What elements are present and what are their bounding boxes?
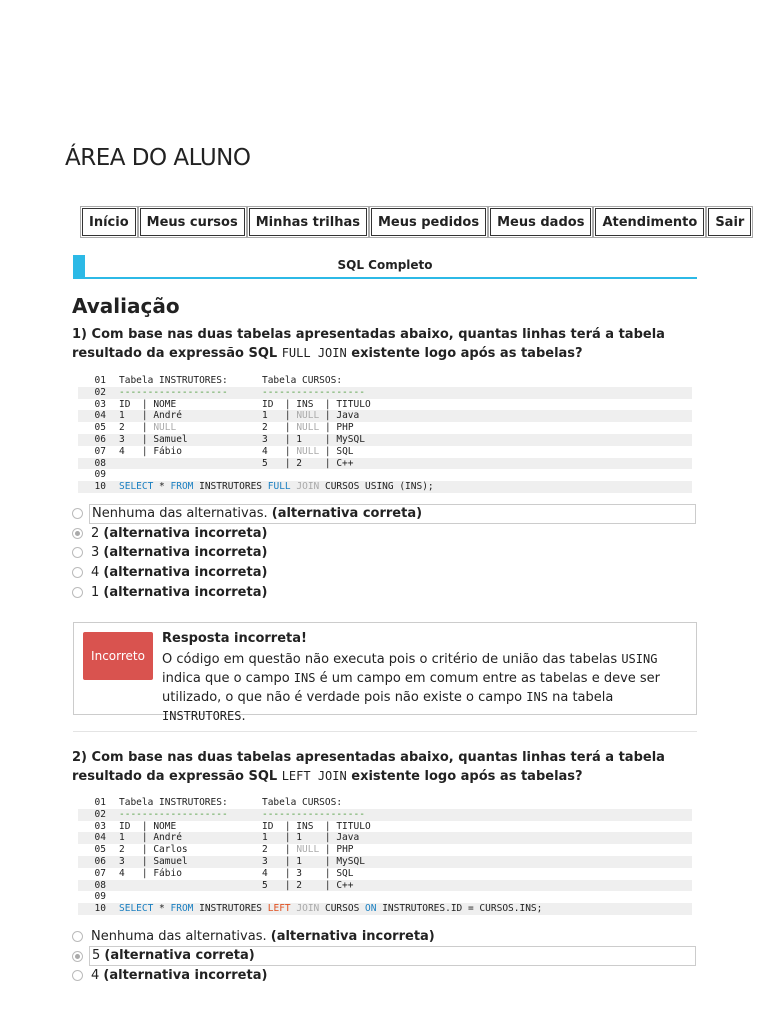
radio-icon[interactable]	[72, 547, 83, 558]
nav-meus-cursos-button[interactable]: Meus cursos	[140, 208, 245, 236]
question-2-options	[72, 927, 698, 986]
course-header	[73, 255, 697, 279]
nav-inicio-button[interactable]: Início	[82, 208, 136, 236]
radio-icon[interactable]	[72, 931, 83, 942]
section-title: Avaliação	[72, 294, 180, 318]
question-2-code-block: 01 Tabela INSTRUTORES: Tabela CURSOS: 02 ------------------- ------------------ 03 ID | NOME ID | INS | TITULO 04 1 | André 1 | 1 | Java 05 2 | Carlos 2 | NULL | PHP 06 3 | Samuel 3 | 1 | MySQL 07 4 | Fábio 4 | 3 | SQL 08 5 | 2 | C++ 09 10 SELECT * FROM INSTRUTORES LEFT JOIN CURSOS ON INSTRUTORES.ID = CURSOS.INS;	[78, 797, 692, 915]
page-title: ÁREA DO ALUNO	[65, 145, 251, 171]
nav-meus-pedidos-button[interactable]: Meus pedidos	[371, 208, 486, 236]
q2-option-2[interactable]: 5 (alternativa correta)	[72, 947, 698, 967]
q1-option-3[interactable]: 3 (alternativa incorreta)	[72, 543, 698, 563]
radio-checked-icon[interactable]	[72, 951, 83, 962]
radio-icon[interactable]	[72, 567, 83, 578]
question-2-text: 2) Com base nas duas tabelas apresentadas abaixo, quantas linhas terá a tabela resultado da expressão SQL LEFT JOIN existente logo após as tabelas?	[72, 750, 665, 784]
radio-icon[interactable]	[72, 508, 83, 519]
question-1-code-block: 01 Tabela INSTRUTORES: Tabela CURSOS: 02 ------------------- ------------------ 03 ID | NOME ID | INS | TITULO 04 1 | André 1 | NULL | Java 05 2 | NULL 2 | NULL | PHP 06 3 | Samuel 3 | 1 | MySQL 07 4 | Fábio 4 | NULL | SQL 08 5 | 2 | C++ 09 10 SELECT * FROM INSTRUTORES FULL JOIN CURSOS USING (INS);	[78, 375, 692, 493]
radio-icon[interactable]	[72, 970, 83, 981]
q1-option-5[interactable]: 1 (alternativa incorreta)	[72, 582, 698, 602]
radio-checked-icon[interactable]	[72, 528, 83, 539]
course-title: SQL Completo	[337, 258, 433, 272]
q2-option-3[interactable]: 4 (alternativa incorreta)	[72, 966, 698, 986]
nav-atendimento-button[interactable]: Atendimento	[595, 208, 704, 236]
q1-option-1[interactable]: Nenhuma das alternativas. (alternativa correta)	[72, 504, 698, 524]
nav-meus-dados-button[interactable]: Meus dados	[490, 208, 591, 236]
feedback-panel	[73, 622, 697, 724]
feedback-text: O código em questão não executa pois o critério de união das tabelas USING indica que o campo INS é um campo em comum entre as tabelas e deve ser utilizado, o que não é verdade pois não existe o campo INS na tabela INSTRUTORES.	[162, 652, 661, 724]
nav-sair-button[interactable]: Sair	[708, 208, 751, 236]
incorrect-badge: Incorreto	[83, 632, 153, 680]
question-1-options	[72, 504, 698, 602]
nav-minhas-trilhas-button[interactable]: Minhas trilhas	[249, 208, 367, 236]
main-nav	[82, 208, 751, 236]
radio-icon[interactable]	[72, 587, 83, 598]
q2-option-1[interactable]: Nenhuma das alternativas. (alternativa incorreta)	[72, 927, 698, 947]
q1-option-4[interactable]: 4 (alternativa incorreta)	[72, 563, 698, 583]
q1-option-2[interactable]: 2 (alternativa incorreta)	[72, 524, 698, 544]
question-1-text: 1) Com base nas duas tabelas apresentadas abaixo, quantas linhas terá a tabela resultado da expressão SQL FULL JOIN existente logo após as tabelas?	[72, 327, 665, 361]
divider	[73, 731, 697, 732]
feedback-title: Resposta incorreta!	[162, 631, 307, 646]
